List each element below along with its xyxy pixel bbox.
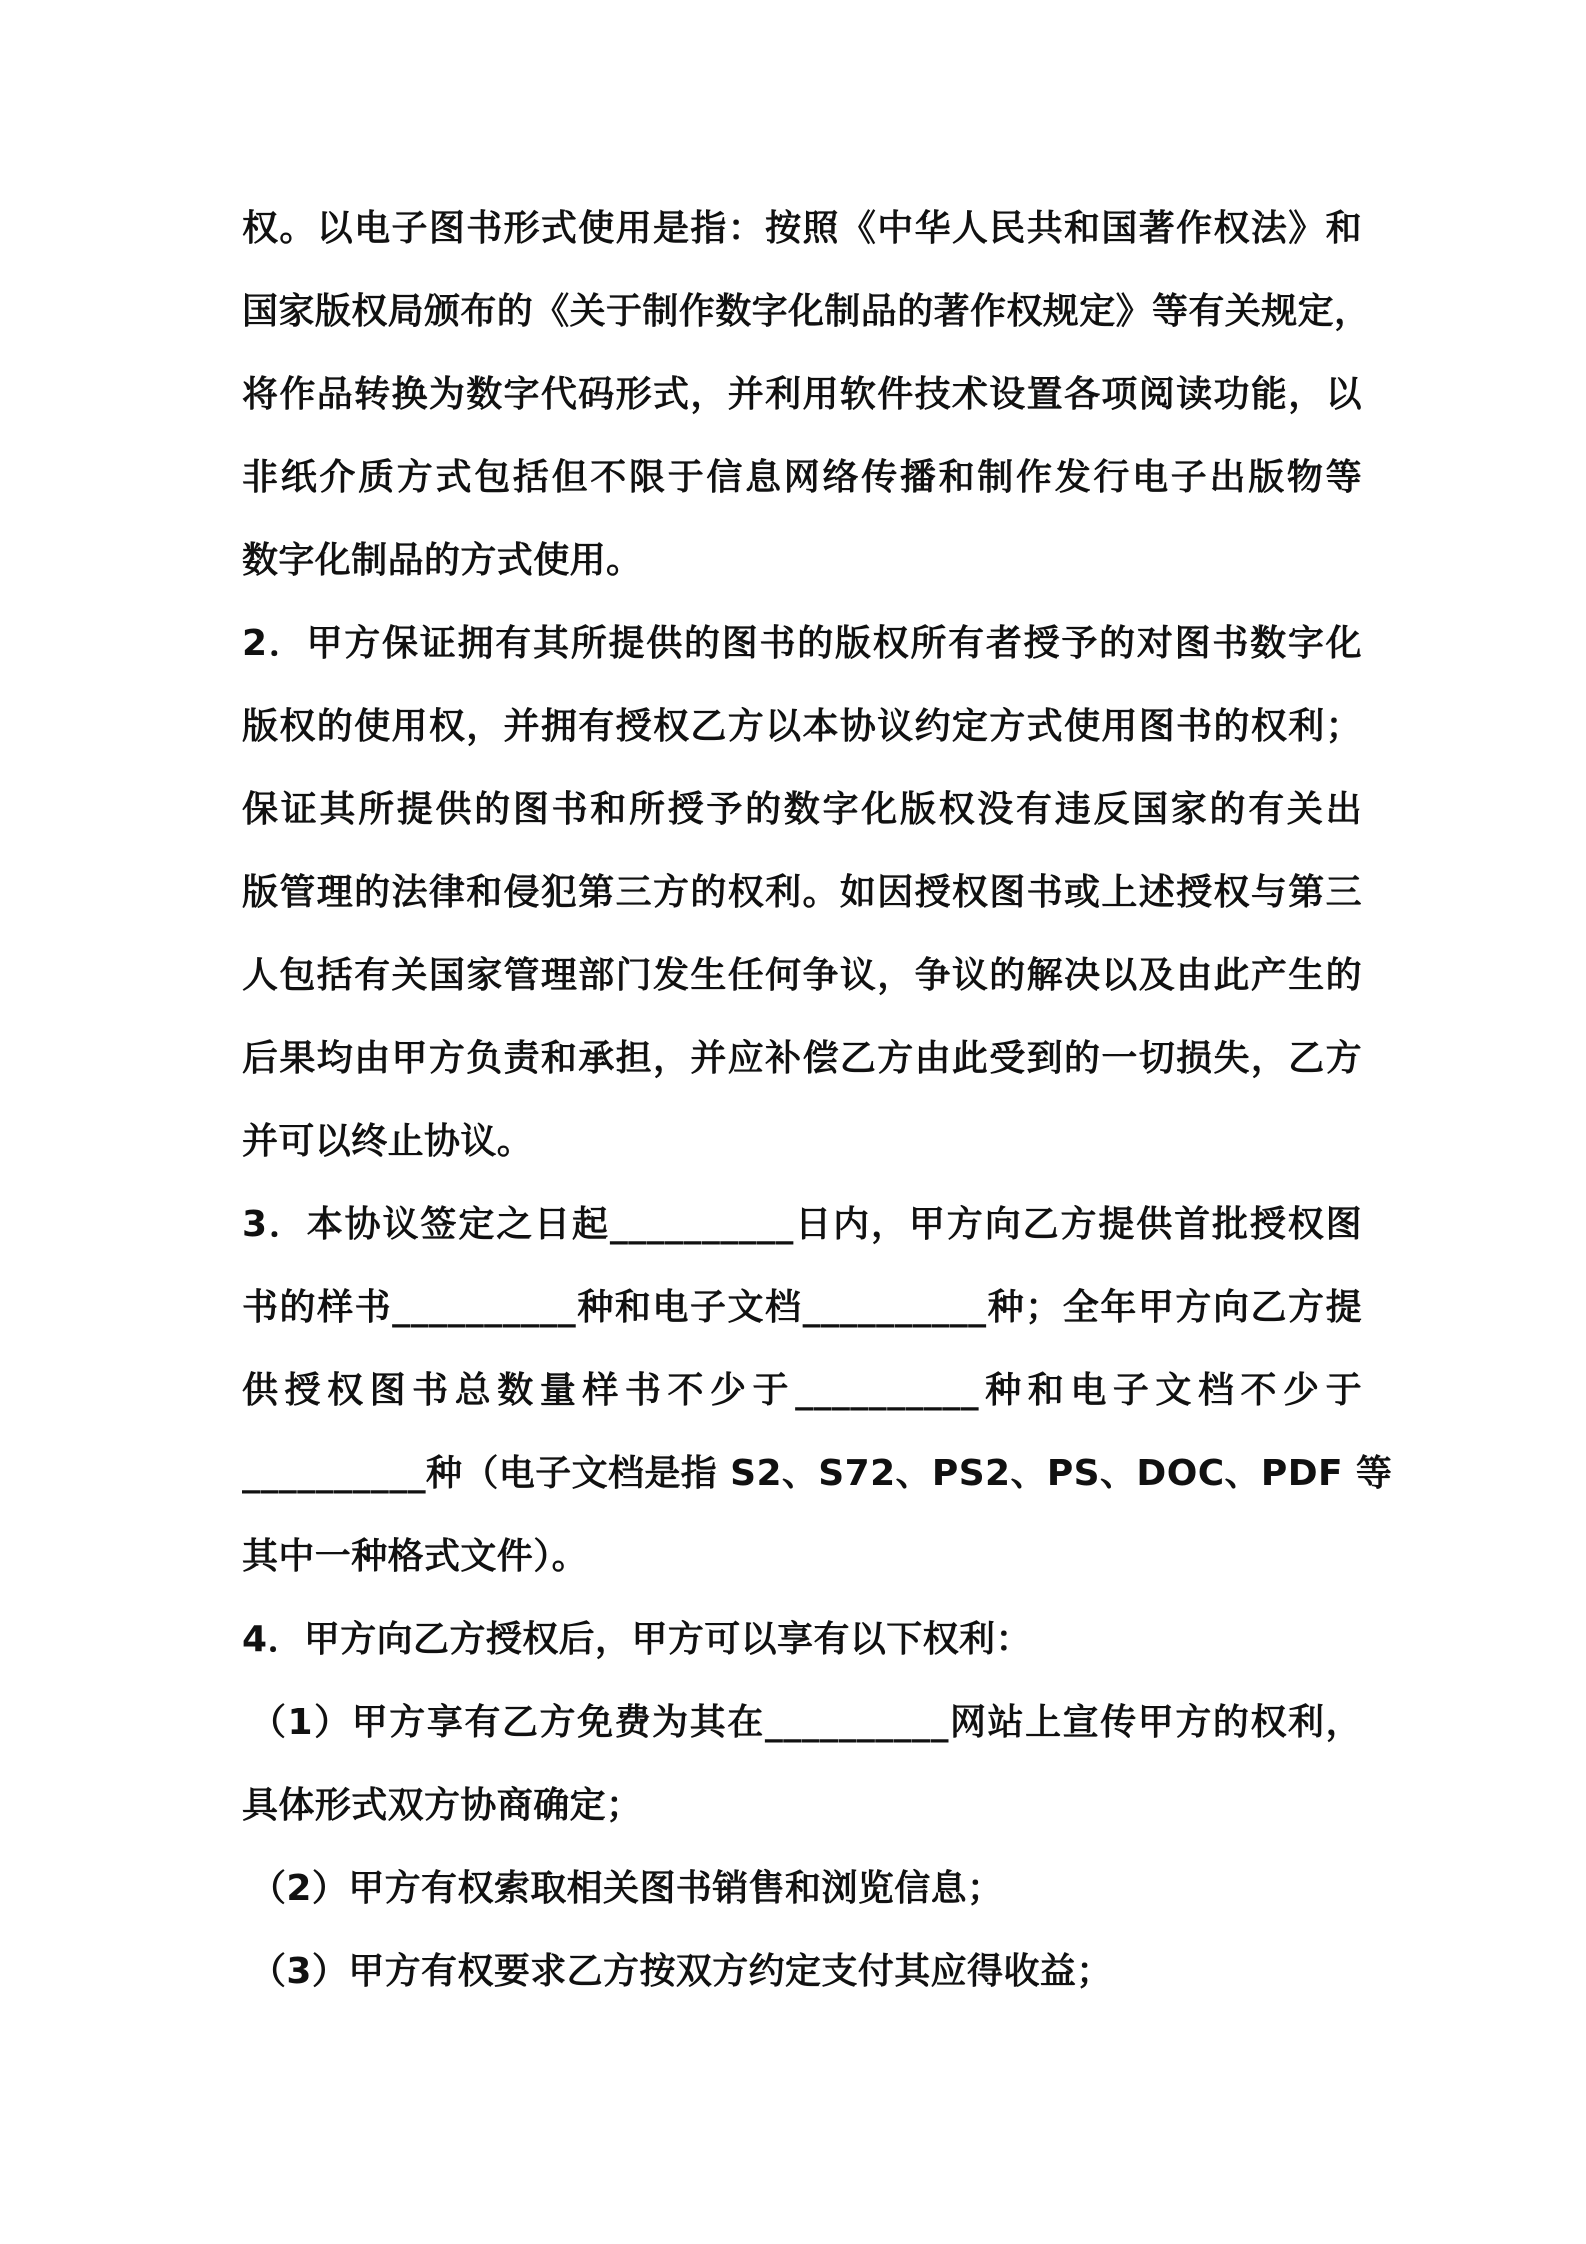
text-line: 4．甲方向乙方授权后，甲方可以享有以下权利： [242,1619,1032,1660]
text-line: 国家版权局颁布的《关于制作数字化制品的著作权规定》等有关规定， [242,291,1371,332]
text-line: 人包括有关国家管理部门发生任何争议，争议的解决以及由此产生的 [242,955,1362,996]
text-line: （1）甲方享有乙方免费为其在__________网站上宣传甲方的权利， [250,1702,1362,1743]
text-line: 将作品转换为数字代码形式，并利用软件技术设置各项阅读功能，以 [242,374,1362,415]
text-line: 非纸介质方式包括但不限于信息网络传播和制作发行电子出版物等 [242,457,1362,498]
text-line: （3）甲方有权要求乙方按双方约定支付其应得收益； [250,1951,1113,1992]
text-line: 保证其所提供的图书和所授予的数字化版权没有违反国家的有关出 [242,789,1362,830]
text-line: 版管理的法律和侵犯第三方的权利。如因授权图书或上述授权与第三 [242,872,1362,913]
text-line: 后果均由甲方负责和承担，并应补偿乙方由此受到的一切损失，乙方 [242,1038,1362,1079]
text-line: 版权的使用权，并拥有授权乙方以本协议约定方式使用图书的权利； [242,706,1362,747]
text-line: 书的样书__________种和电子文档__________种；全年甲方向乙方提 [242,1287,1362,1328]
text-line: 权。以电子图书形式使用是指：按照《中华人民共和国著作权法》和 [242,208,1362,249]
text-line: 3．本协议签定之日起__________日内，甲方向乙方提供首批授权图 [242,1204,1362,1245]
text-line: 2．甲方保证拥有其所提供的图书的版权所有者授予的对图书数字化 [242,623,1362,664]
text-line: 并可以终止协议。 [242,1121,534,1162]
text-line: 具体形式双方协商确定； [242,1785,643,1826]
text-line: 数字化制品的方式使用。 [242,540,643,581]
text-line: 其中一种格式文件）。 [242,1536,589,1577]
text-line: __________种（电子文档是指 S2、S72、PS2、PS、DOC、PDF 等 [242,1453,1393,1494]
text-line: 供授权图书总数量样书不少于__________种和电子文档不少于 [242,1370,1362,1411]
text-line: （2）甲方有权索取相关图书销售和浏览信息； [250,1868,1004,1909]
